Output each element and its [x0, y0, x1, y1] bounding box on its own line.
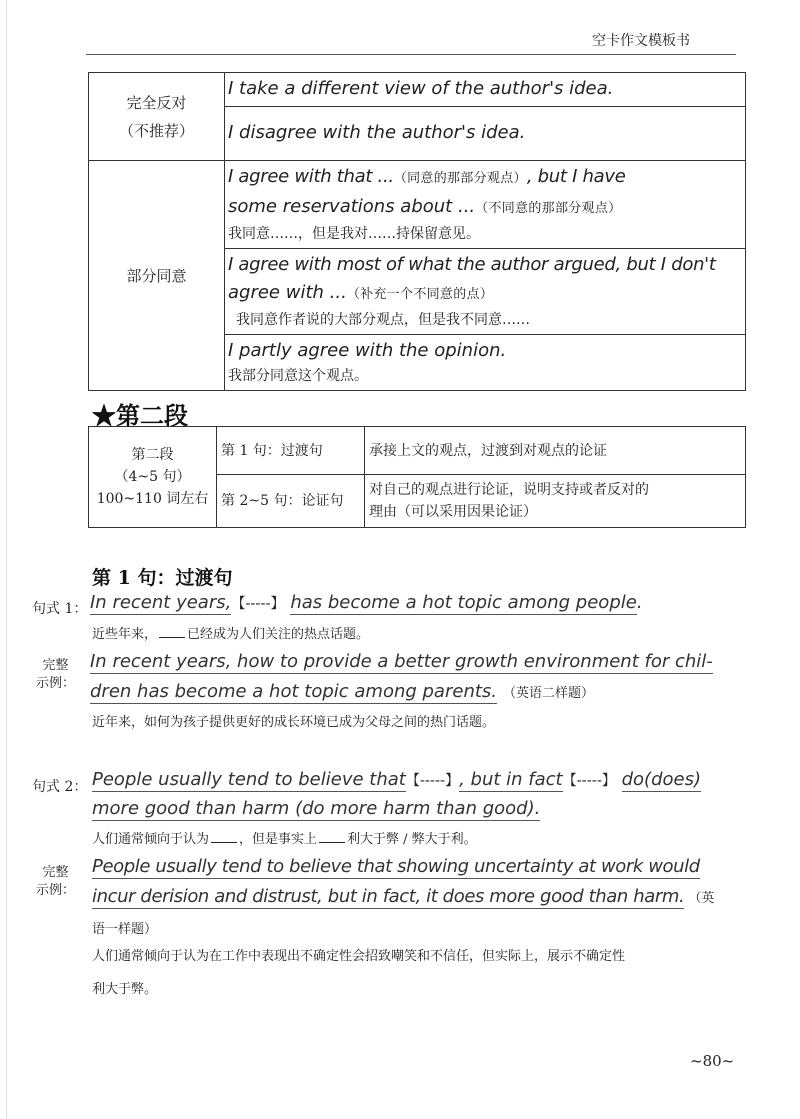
label-line: （4~5 句）	[114, 469, 191, 485]
example-translation: 利大于弊。	[92, 982, 158, 997]
english-sentence: I take a different view of the author's idea.	[228, 78, 614, 99]
sentence-cell	[225, 107, 746, 161]
handwritten-text: People usually tend to believe that showing uncertainty at work would	[92, 856, 700, 877]
english-sentence	[228, 193, 743, 223]
label-line: 100~110 词左右	[96, 491, 209, 507]
handwritten-text: do(does)	[621, 769, 701, 790]
example-translation: 近年来，如何为孩子提供更好的成长环境已成为父母之间的热门话题。	[92, 715, 496, 730]
example-label	[36, 657, 75, 693]
pattern-sentence-line2	[92, 798, 540, 819]
label-line: 示例：	[36, 676, 76, 691]
blank-line	[159, 637, 185, 638]
pattern-translation	[92, 623, 369, 642]
label-line: 第二段	[131, 447, 174, 463]
handwritten-text: .	[636, 592, 643, 613]
example-sentence-line	[92, 886, 714, 907]
example-label	[36, 864, 75, 900]
handwritten-text: dren has become a hot topic among parents.	[90, 681, 498, 702]
paragraph2-table	[88, 426, 746, 528]
table-row	[89, 427, 746, 475]
table-row	[89, 73, 746, 107]
english-sentence	[228, 279, 743, 309]
english-text: , but I have	[526, 166, 626, 187]
sentence-cell	[225, 249, 746, 335]
handwritten-text: In recent years, how to provide a better growth environment for chil-	[90, 651, 713, 672]
sentence-description: 承接上文的观点，过渡到对观点的论证	[365, 427, 746, 475]
chinese-note: （同意的那部分观点）	[393, 171, 527, 186]
blank-slot: 【-----】	[562, 773, 616, 789]
pattern-sentence	[90, 592, 643, 613]
english-text: I agree with that ...	[228, 166, 394, 187]
blank-line	[211, 842, 237, 843]
section-title: ★第二段	[92, 401, 188, 430]
cn-text: 近些年来，	[92, 627, 158, 642]
handwritten-text: more good than harm (do more harm than good).	[92, 798, 541, 819]
sentence-description	[365, 475, 746, 528]
row-label-disagree	[89, 73, 225, 161]
pattern-sentence	[92, 769, 701, 790]
blank-line	[319, 842, 345, 843]
paragraph-label	[89, 427, 217, 528]
cn-text: 人们通常倾向于认为	[92, 832, 210, 847]
chinese-note: （不同意的那部分观点）	[475, 201, 622, 216]
label-line: 完整	[42, 865, 69, 880]
english-sentence: I partly agree with the opinion.	[228, 340, 507, 361]
blank-slot: 【-----】	[231, 596, 285, 612]
opinion-table	[88, 72, 746, 391]
example-source: （英语二样题）	[503, 686, 595, 701]
handwritten-text: , but in fact	[459, 769, 563, 790]
subsection-title: 第 1 句：过渡句	[92, 567, 233, 589]
label-line: 完全反对	[126, 93, 187, 112]
label-line: （不推荐）	[118, 121, 194, 140]
pattern-label: 句式 2：	[32, 779, 88, 795]
handwritten-text: People usually tend to believe that	[92, 769, 406, 790]
english-sentence	[228, 163, 743, 193]
cn-text: ，但是事实上	[239, 832, 318, 847]
english-sentence: I disagree with the author's idea.	[228, 122, 526, 143]
chinese-note: （补充一个不同意的点）	[346, 287, 494, 302]
pattern-translation	[92, 828, 477, 847]
example-sentence-line	[92, 856, 700, 877]
english-text: agree with ...	[228, 282, 347, 303]
example-source: （英	[688, 891, 715, 906]
sentence-cell	[225, 73, 746, 107]
cn-text: 已经成为人们关注的热点话题。	[187, 627, 370, 642]
example-sentence-line	[90, 681, 594, 702]
row-label-partial: 部分同意	[89, 161, 225, 391]
chinese-translation: 我部分同意这个观点。	[228, 368, 368, 384]
blank-slot: 【-----】	[405, 773, 460, 789]
header-divider	[86, 54, 736, 55]
example-translation: 人们通常倾向于认为在工作中表现出不确定性会招致嘲笑和不信任，但实际上，展示不确定性	[92, 949, 626, 964]
label-line: 完整	[42, 658, 69, 673]
english-sentence: I agree with most of what the author argued, but I don't	[228, 254, 716, 275]
sentence-name: 第 1 句：过渡句	[217, 427, 365, 475]
description-line: 理由（可以采用因果论证）	[369, 504, 537, 520]
table-row	[89, 161, 746, 249]
sentence-cell	[225, 161, 746, 249]
sentence-name: 第 2~5 句：论证句	[217, 475, 365, 528]
book-title: 空卡作文模板书	[592, 33, 690, 49]
chinese-translation: 我同意作者说的大部分观点，但是我不同意……	[236, 312, 530, 328]
label-line: 示例：	[36, 883, 76, 898]
handwritten-text: has become a hot topic among people	[290, 592, 637, 613]
example-source-cont: 语一样题）	[92, 922, 158, 937]
english-text: some reservations about ...	[228, 196, 476, 217]
page-number: ~80~	[690, 1052, 735, 1070]
handwritten-text: In recent years,	[90, 592, 232, 613]
handwritten-text: incur derision and distrust, but in fact, it does more good than harm.	[92, 886, 685, 907]
sentence-cell	[225, 335, 746, 391]
scan-margin-line	[6, 0, 7, 1119]
pattern-label: 句式 1：	[32, 601, 88, 617]
description-line: 对自己的观点进行论证，说明支持或者反对的	[369, 482, 649, 498]
example-sentence-line	[90, 651, 713, 672]
cn-text: 利大于弊 / 弊大于利。	[347, 832, 477, 847]
chinese-translation: 我同意……，但是我对……持保留意见。	[228, 226, 480, 242]
